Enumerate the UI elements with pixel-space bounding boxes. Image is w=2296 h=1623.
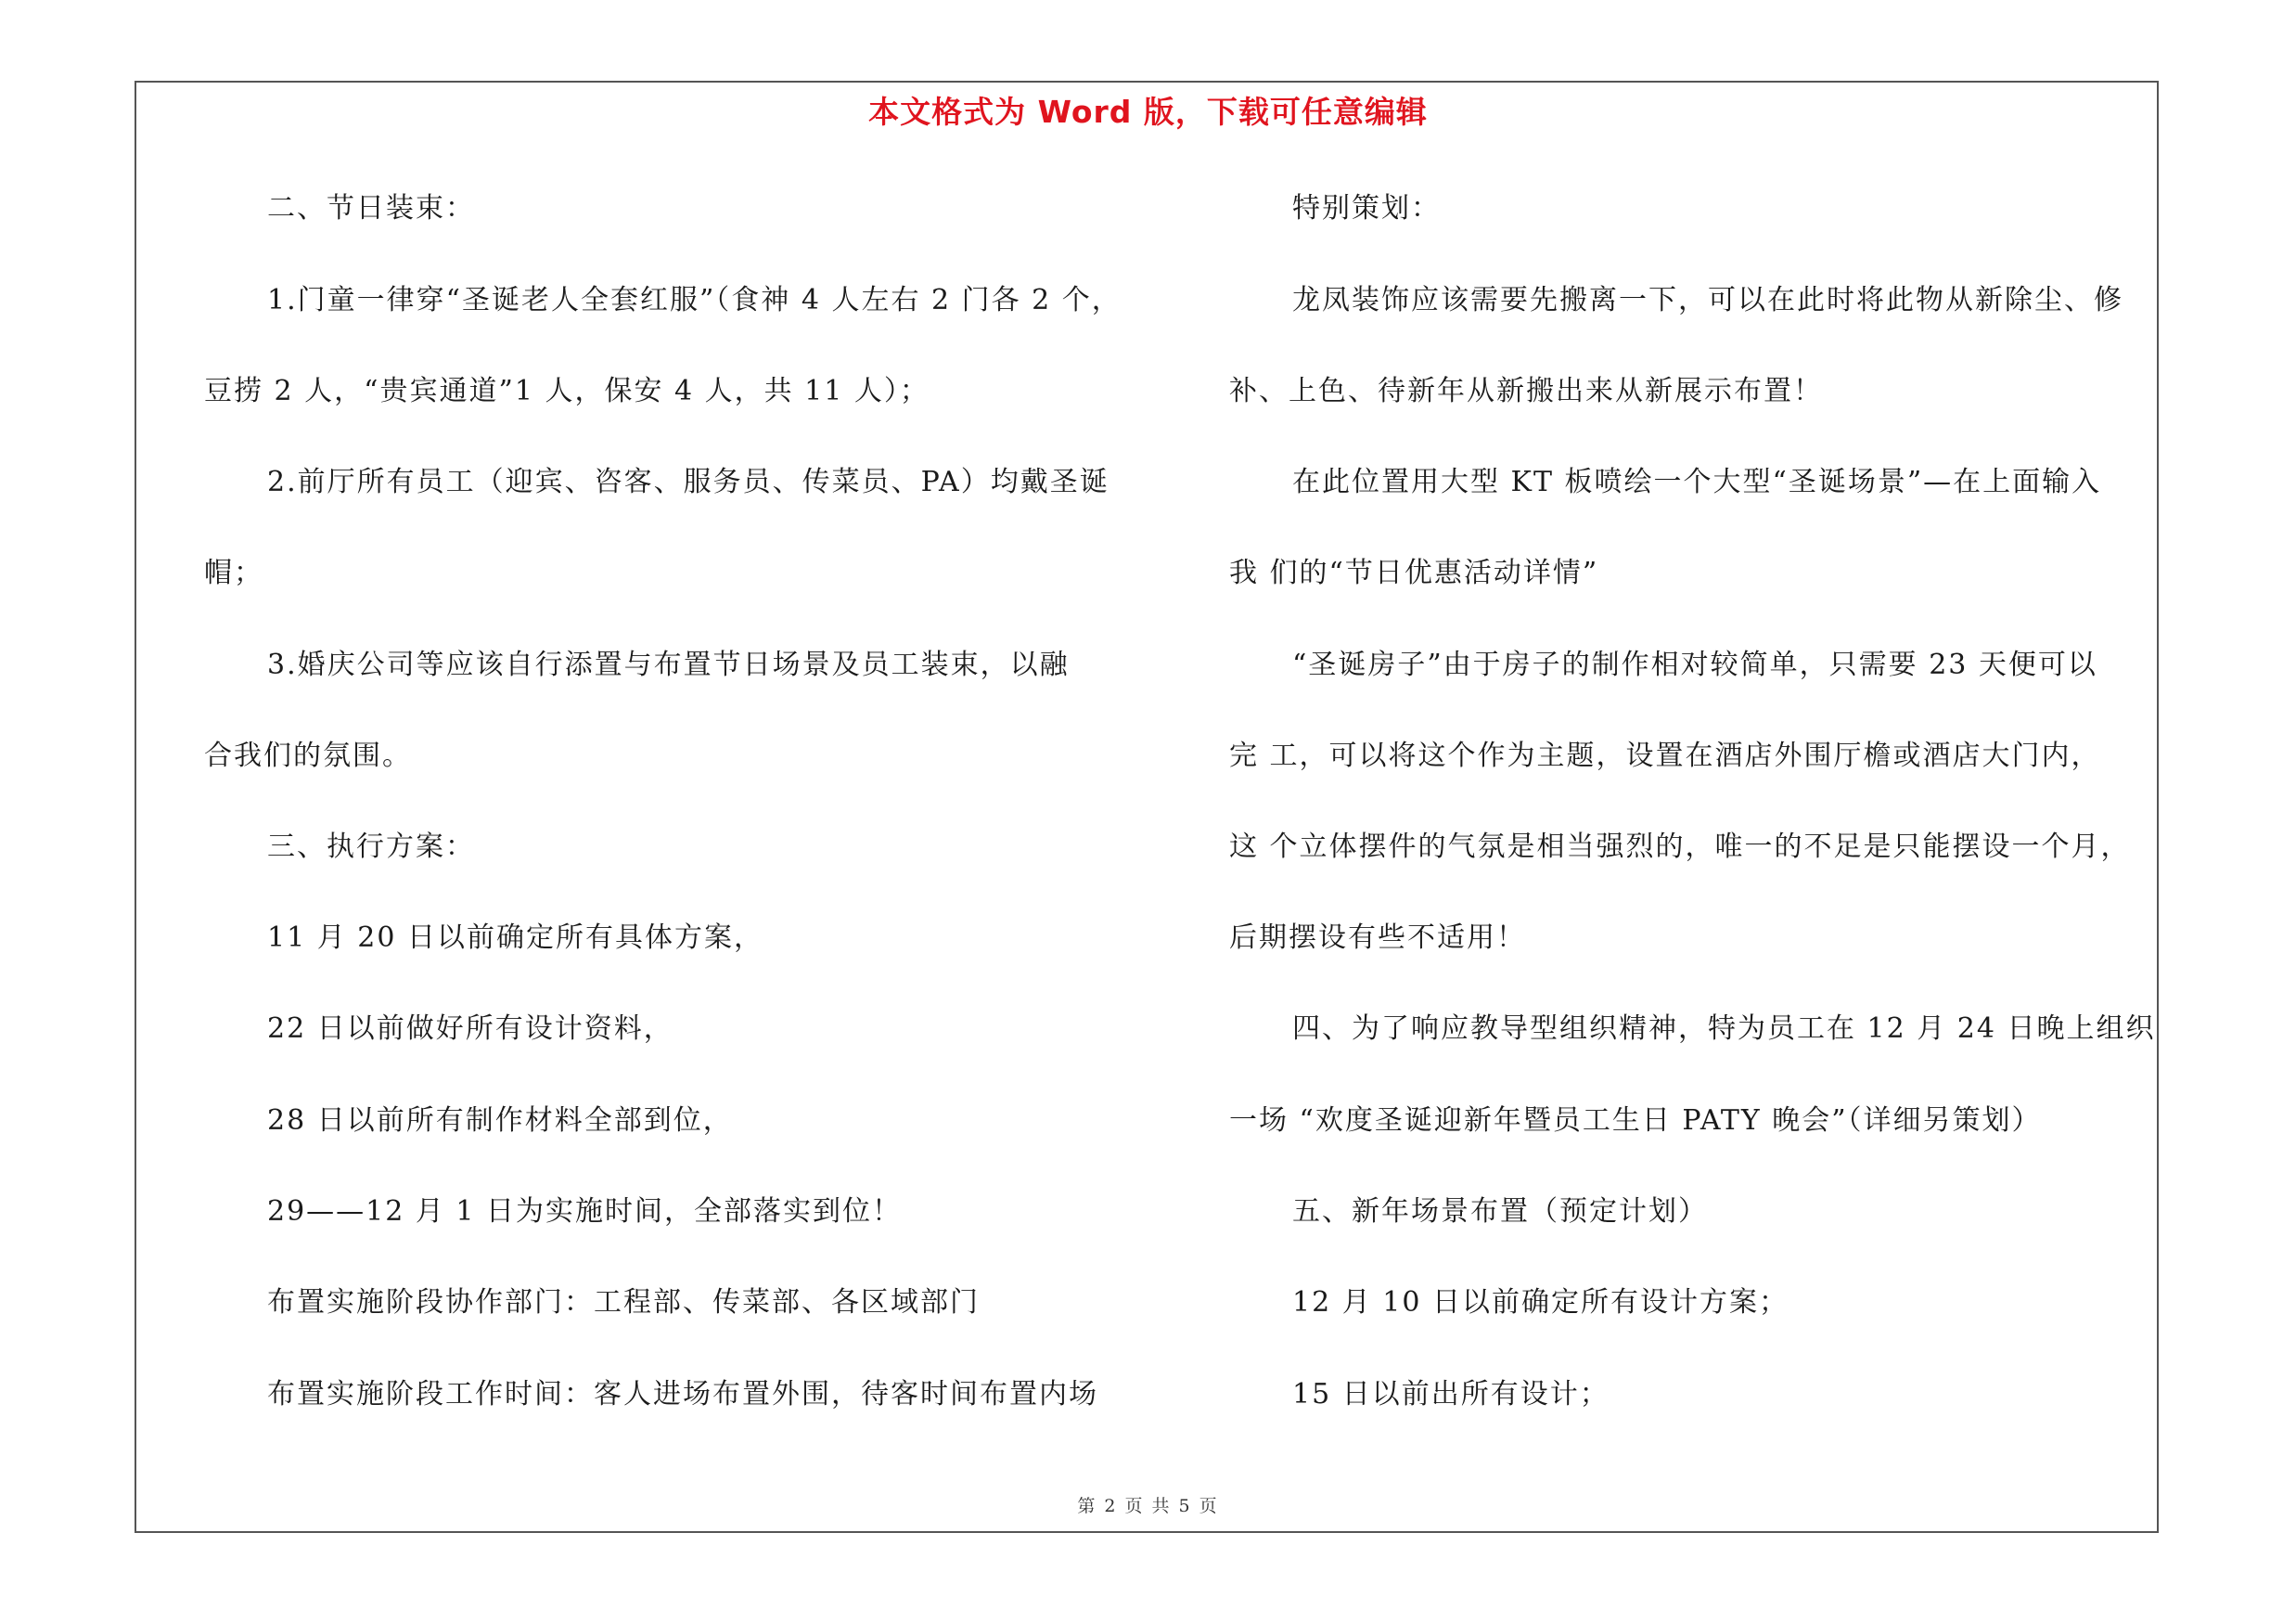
text-line: 12 月 10 日以前确定所有设计方案； — [1292, 1286, 1789, 1319]
text-line: 22 日以前做好所有设计资料， — [267, 1012, 673, 1045]
left-column — [204, 0, 1141, 1485]
text-line: 合我们的氛围。 — [204, 740, 412, 772]
format-banner: 本文格式为 Word 版，下载可任意编辑 — [868, 94, 1428, 130]
text-line: “圣诞房子”由于房子的制作相对较简单，只需要 23 天便可以 — [1292, 649, 2097, 681]
text-line: 布置实施阶段协作部门：工程部、传菜部、各区域部门 — [267, 1286, 980, 1319]
text-line: 龙凤装饰应该需要先搬离一下，可以在此时将此物从新除尘、修 — [1292, 284, 2123, 316]
text-line: 豆捞 2 人，“贵宾通道”1 人，保安 4 人，共 11 人）； — [204, 375, 930, 407]
text-line: 五、新年场景布置（预定计划） — [1292, 1195, 1708, 1228]
text-line: 3.婚庆公司等应该自行添置与布置节日场景及员工装束，以融 — [267, 649, 1070, 681]
text-line: 二、节日装束： — [267, 192, 475, 225]
text-line: 11 月 20 日以前确定所有具体方案， — [267, 921, 763, 954]
page-footer: 第 2 页 共 5 页 — [1077, 1496, 1219, 1516]
text-line: 15 日以前出所有设计； — [1292, 1378, 1610, 1410]
text-line: 2.前厅所有员工（迎宾、咨客、服务员、传菜员、PA）均戴圣诞 — [267, 466, 1110, 498]
text-line: 四、为了响应教导型组织精神，特为员工在 12 月 24 日晚上组织 — [1292, 1012, 2156, 1045]
text-line: 一场 “欢度圣诞迎新年暨员工生日 PATY 晚会”（详细另策划） — [1229, 1104, 2042, 1137]
text-line: 这 个立体摆件的气氛是相当强烈的，唯一的不足是只能摆设一个月， — [1229, 831, 2131, 863]
text-line: 1.门童一律穿“圣诞老人全套红服”（食神 4 人左右 2 门各 2 个， — [267, 284, 1122, 316]
text-line: 29——12 月 1 日为实施时间，全部落实到位！ — [267, 1195, 903, 1228]
text-line: 布置实施阶段工作时间：客人进场布置外围，待客时间布置内场 — [267, 1378, 1098, 1410]
text-line: 后期摆设有些不适用！ — [1229, 921, 1526, 954]
text-line: 我 们的“节日优惠活动详情” — [1229, 557, 1599, 589]
text-line: 三、执行方案： — [267, 831, 475, 863]
right-column — [1229, 0, 2157, 1485]
text-line: 特别策划： — [1292, 192, 1441, 225]
text-line: 在此位置用大型 KT 板喷绘一个大型“圣诞场景”—在上面输入 — [1292, 466, 2102, 498]
text-line: 帽； — [204, 557, 263, 589]
text-line: 补、上色、待新年从新搬出来从新展示布置！ — [1229, 375, 1823, 407]
text-line: 28 日以前所有制作材料全部到位， — [267, 1104, 733, 1137]
text-line: 完 工，可以将这个作为主题，设置在酒店外围厅檐或酒店大门内， — [1229, 740, 2101, 772]
